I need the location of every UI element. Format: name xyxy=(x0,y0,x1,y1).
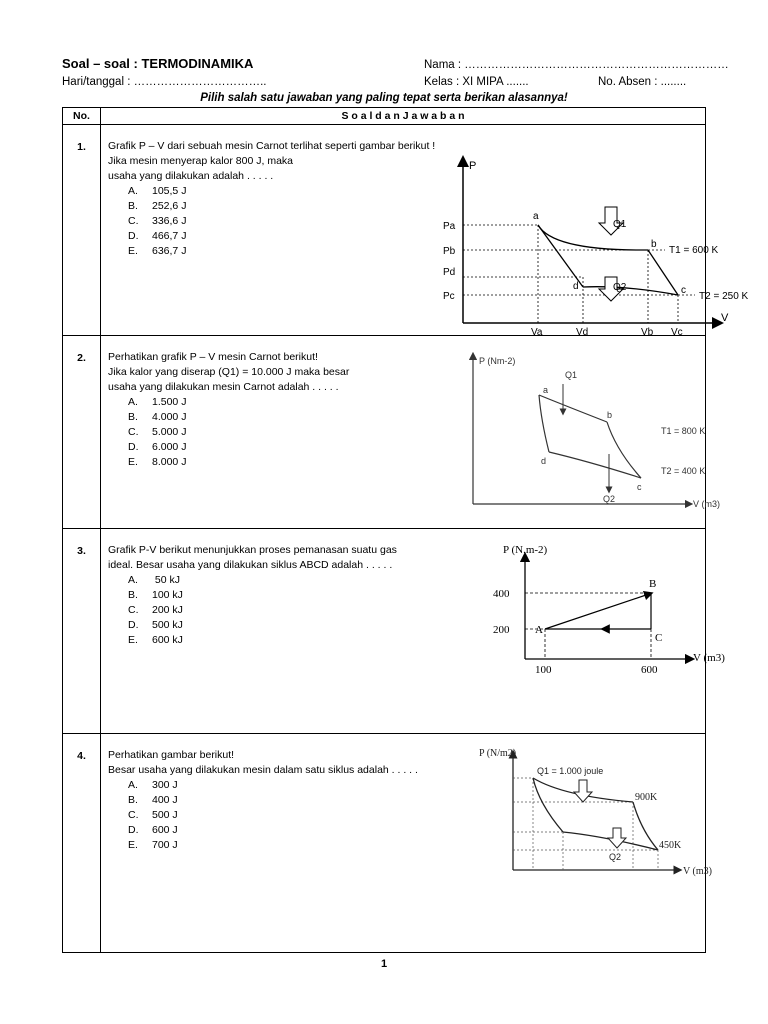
process-adiabat-2 xyxy=(533,778,563,832)
option: E. 700 J xyxy=(128,839,178,851)
x-tick-label: 100 xyxy=(535,664,552,676)
axis-p-label: P (N/m2) xyxy=(479,748,517,759)
point-label: B xyxy=(649,578,657,590)
carnot-diagram-1 xyxy=(433,155,749,338)
option: D. 600 J xyxy=(128,824,178,836)
option: E. 600 kJ xyxy=(128,634,183,646)
question-line: Perhatikan grafik P – V mesin Carnot berikut! xyxy=(108,351,318,363)
question-cell xyxy=(101,125,749,338)
point-label: d xyxy=(573,281,579,292)
q2-label: Q2 xyxy=(613,282,627,293)
p-tick-label: Pb xyxy=(443,246,456,257)
axis-v-label: V xyxy=(721,312,729,324)
v-tick-label: Vd xyxy=(576,327,589,338)
axis-v-label: V (m3) xyxy=(693,652,725,664)
axis-p-label: P xyxy=(469,160,477,172)
option: E. 8.000 J xyxy=(128,456,187,468)
option: C. 5.000 J xyxy=(128,426,187,438)
point-label: b xyxy=(651,239,657,250)
process-ab xyxy=(545,594,649,629)
option: D. 500 kJ xyxy=(128,619,183,631)
options-list xyxy=(128,395,349,470)
question-line: usaha yang dilakukan adalah . . . . . xyxy=(108,170,274,182)
question-line: usaha yang dilakukan mesin Carnot adalah . . . . . xyxy=(108,381,339,393)
t1-label: 900K xyxy=(635,792,658,803)
col-content-header: S o a l d a n J a w a b a n xyxy=(101,108,706,125)
point-label: C xyxy=(655,632,663,644)
question-number: 2. xyxy=(63,336,101,529)
question-number: 4. xyxy=(63,734,101,953)
q1-label: Q1 = 1.000 joule xyxy=(537,766,604,776)
t2-label: 450K xyxy=(659,840,682,851)
q2-label: Q2 xyxy=(609,852,622,862)
question-line: Grafik P – V dari sebuah mesin Carnot terlihat seperti gambar berikut ! xyxy=(108,140,436,152)
option: B. 100 kJ xyxy=(128,589,183,601)
t2-label: T2 = 400 K xyxy=(661,466,706,476)
question-table xyxy=(62,107,749,953)
question-text xyxy=(108,748,418,853)
q1-arrow xyxy=(574,780,592,802)
question-cell xyxy=(101,734,712,953)
option: B. 252,6 J xyxy=(128,200,187,212)
carnot-diagram-2 xyxy=(461,350,736,528)
option: C. 500 J xyxy=(128,809,178,821)
option: C. 200 kJ xyxy=(128,604,183,616)
question-line: Grafik P-V berikut menunjukkan proses pemanasan suatu gas xyxy=(108,544,397,556)
y-tick-label: 200 xyxy=(493,624,510,636)
v-tick-label: Vb xyxy=(641,327,654,338)
q2-arrow xyxy=(608,828,626,848)
process-cd xyxy=(549,452,641,478)
question-number: 1. xyxy=(63,125,101,336)
question-line: Besar usaha yang dilakukan mesin dalam satu siklus adalah . . . . . xyxy=(108,764,418,776)
class-field: Kelas : XI MIPA ....... xyxy=(424,76,529,88)
point-label: b xyxy=(607,410,613,420)
options-list xyxy=(128,778,418,853)
y-tick-label: 400 xyxy=(493,588,510,600)
point-label: c xyxy=(637,482,642,492)
process-bc xyxy=(648,250,678,295)
option: E. 636,7 J xyxy=(128,245,187,257)
process-cd xyxy=(583,287,678,295)
question-number: 3. xyxy=(63,529,101,734)
process-ab xyxy=(538,225,648,250)
option: A. 300 J xyxy=(128,779,178,791)
process-da xyxy=(538,225,583,287)
question-line: Jika mesin menyerap kalor 800 J, maka xyxy=(108,155,293,167)
axis-p-label: P (Nm-2) xyxy=(479,356,516,366)
t1-label: T1 = 800 K xyxy=(661,426,706,436)
date-field: Hari/tanggal : …………………………….. xyxy=(62,76,267,88)
question-row-3 xyxy=(63,529,706,734)
question-row-2 xyxy=(63,336,706,529)
process-da xyxy=(539,395,549,452)
option: A. 1.500 J xyxy=(128,396,187,408)
question-cell xyxy=(101,529,725,734)
options-list xyxy=(128,573,397,648)
point-label: a xyxy=(543,385,549,395)
pv-diagram-3 xyxy=(455,539,740,689)
question-row-1 xyxy=(63,125,706,336)
t1-label: T1 = 600 K xyxy=(669,245,719,256)
q1-label: Q1 xyxy=(613,219,627,230)
question-text xyxy=(108,543,397,648)
question-text xyxy=(108,139,435,259)
page-number: 1 xyxy=(380,958,388,970)
x-tick-label: 600 xyxy=(641,664,658,676)
axis-v-label: V (m3) xyxy=(693,499,720,509)
q2-label: Q2 xyxy=(603,494,616,504)
option: D. 466,7 J xyxy=(128,230,187,242)
name-field: Nama : …………………………………………………………… xyxy=(424,59,729,71)
p-tick-label: Pd xyxy=(443,267,456,278)
point-label: a xyxy=(533,211,539,222)
point-label: d xyxy=(541,456,547,466)
option: B. 4.000 J xyxy=(128,411,187,423)
p-tick-label: Pa xyxy=(443,221,456,232)
process-adiabat-1 xyxy=(633,802,658,850)
carnot-diagram-4 xyxy=(473,744,733,884)
question-row-4 xyxy=(63,734,706,953)
point-label: c xyxy=(681,285,686,296)
option: A. 105,5 J xyxy=(128,185,187,197)
question-cell xyxy=(101,336,720,529)
option: D. 6.000 J xyxy=(128,441,187,453)
question-line: ideal. Besar usaha yang dilakukan siklus ABCD adalah . . . . . xyxy=(108,559,393,571)
options-list xyxy=(128,184,435,259)
v-tick-label: Vc xyxy=(671,327,683,338)
p-tick-label: Pc xyxy=(443,291,455,302)
t2-label: T2 = 250 K xyxy=(699,291,749,302)
question-line: Jika kalor yang diserap (Q1) = 10.000 J maka besar xyxy=(108,366,350,378)
col-no-header: No. xyxy=(63,108,101,125)
absen-field: No. Absen : ........ xyxy=(598,76,687,88)
page-title: Soal – soal : TERMODINAMIKA xyxy=(62,56,254,71)
option: C. 336,6 J xyxy=(128,215,187,227)
point-label: A xyxy=(535,624,543,636)
axis-v-label: V (m3) xyxy=(683,866,712,877)
q1-label: Q1 xyxy=(565,370,578,380)
option: A. 50 kJ xyxy=(128,574,181,586)
question-line: Perhatikan gambar berikut! xyxy=(108,749,235,761)
option: B. 400 J xyxy=(128,794,178,806)
instruction: Pilih salah satu jawaban yang paling tepat serta berikan alasannya! xyxy=(200,92,568,104)
question-text xyxy=(108,350,349,470)
axis-p-label: P (N.m-2) xyxy=(503,544,548,556)
v-tick-label: Va xyxy=(531,327,543,338)
process-ab xyxy=(539,395,607,422)
